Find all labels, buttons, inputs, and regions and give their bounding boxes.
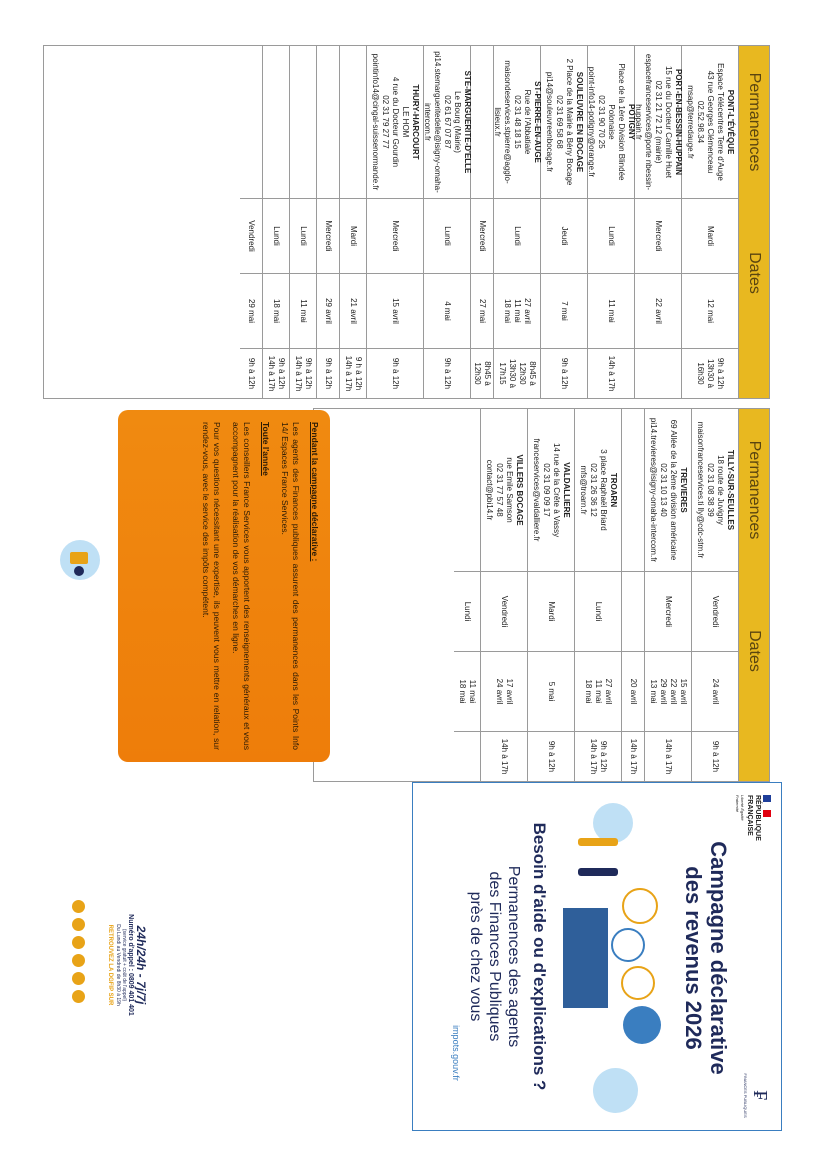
date-cell: 11 mai <box>588 273 634 348</box>
euro-bubble-icon <box>611 928 645 962</box>
location-detail: 3 place Raphaël Briard <box>599 449 608 531</box>
location-cell <box>424 46 470 198</box>
hours-cell <box>454 731 480 781</box>
location-name: SOULEUVRE EN BOCAGE <box>575 71 584 173</box>
hours-label: 24h/24h - 7j/7j <box>134 925 148 1005</box>
header-dates: Dates <box>746 630 763 672</box>
location-detail: pi14.stemargueritedelle@isigny-omaha-intercom.fr <box>423 51 442 193</box>
hours-cell: 14h à 17h <box>622 731 644 781</box>
hours-cell: 9h à 12h <box>317 348 339 398</box>
day-cell: Lundi <box>263 198 289 273</box>
location-detail: 2 Place de la Mairie à Bény Bocage <box>565 58 574 186</box>
linkedin-icon[interactable] <box>72 990 85 1003</box>
dailymotion-icon[interactable] <box>72 954 85 967</box>
date-cell: 5 mai <box>528 651 574 731</box>
dgfip-label: FINANCES PUBLIQUES <box>743 1073 748 1118</box>
date-cell: 29 mai <box>240 273 262 348</box>
location-detail: pi14.trevieres@isigny-omaha-intercom.fr <box>649 417 658 563</box>
cover-content <box>413 783 781 1130</box>
location-cell <box>471 46 493 198</box>
table-row <box>367 46 424 398</box>
dgfip-logo <box>743 1068 771 1123</box>
social-label: RETROUVEZ LA DGFIP SUR <box>107 924 113 1006</box>
hours-cell: 9h à 12h 13h30 à 16h30 <box>682 348 738 398</box>
location-detail: Place de la 1ère Division Blindée Polonaise <box>607 63 626 181</box>
location-name: POTIGNY <box>627 103 636 140</box>
location-name: THURY-HARCOURT <box>411 84 420 160</box>
location-detail: 02 31 48 18 15 <box>513 95 522 149</box>
flag-icon <box>763 795 771 817</box>
header-dates: Dates <box>746 252 763 294</box>
hours-cell: 9h à 12h 14h à 17h <box>263 348 289 398</box>
day-cell: Lundi <box>575 571 621 651</box>
tagline-line-1: Permanences des agents <box>505 865 522 1048</box>
location-cell <box>481 409 527 571</box>
hours-cell: 9h à 12h <box>424 348 470 398</box>
date-cell: 15 avril 22 avril 29 avril 13 mai <box>645 651 691 731</box>
location-cell <box>454 409 480 571</box>
location-detail: 15 rue du Docteur Camille Huet <box>664 65 673 179</box>
date-cell: 12 mai <box>682 273 738 348</box>
location-detail: 02.52.98.34 <box>696 100 705 144</box>
date-cell: 15 avril <box>367 273 423 348</box>
location-name: TROARN <box>609 472 618 508</box>
table-row <box>635 46 682 398</box>
location-name: TILLY-SUR-SEULLES <box>726 449 735 531</box>
day-cell: Mercredi <box>645 571 691 651</box>
location-detail: 02 31 69 58 68 <box>555 95 564 149</box>
location-detail: 02 31 10 13 40 <box>659 463 668 517</box>
cover-footer <box>451 983 461 1123</box>
location-detail: 02 31 90 70 25 <box>597 95 606 149</box>
location-detail: franceservices@valdalliere.fr <box>532 438 541 542</box>
location-cell <box>635 46 681 198</box>
day-cell <box>622 571 644 651</box>
table-row <box>340 46 367 398</box>
location-detail: contact@pbi14.fr <box>485 459 494 521</box>
info-box <box>118 410 330 762</box>
day-cell: Mardi <box>682 198 738 273</box>
date-cell: 18 mai <box>263 273 289 348</box>
day-cell: Mardi <box>528 571 574 651</box>
location-name: VILLERS BOCAGE <box>515 454 524 526</box>
date-cell: 27 mai <box>471 273 493 348</box>
schedule-table-1 <box>43 45 770 399</box>
hours-cell: 14h à 17h <box>588 348 634 398</box>
location-name: STE-MARGUERITE-D'ELLE <box>463 70 472 174</box>
info-heading-campaign: Pendant la campagne déclarative : <box>310 422 320 562</box>
date-cell: 7 mai <box>541 273 587 348</box>
hours-cell: 9h à 12h <box>528 731 574 781</box>
hours-cell: 9 h à 12h 14h à 17h <box>340 348 366 398</box>
family-bubble-icon <box>623 1006 661 1044</box>
location-detail: Le Bourg (Mairie) <box>453 91 462 153</box>
location-detail: 18 route de Juvigny <box>716 455 725 525</box>
dgfip-monogram-icon: ₣ <box>749 1090 771 1101</box>
table-header <box>739 46 769 398</box>
person-icon <box>74 566 84 576</box>
schedule-table-2 <box>313 408 770 782</box>
info-text-campaign: Les agents des Finances publiques assurent des permanences dans les Points Info 14/ Espaces France Services. <box>280 422 301 750</box>
day-cell: Mercredi <box>317 198 339 273</box>
location-cell <box>622 409 644 571</box>
header-hours <box>739 348 769 398</box>
location-cell <box>575 409 621 571</box>
day-cell: Jeudi <box>541 198 587 273</box>
tagline-line-2: des Finances Publiques <box>486 871 503 1042</box>
social-icons <box>72 900 86 1010</box>
person-figure <box>578 868 618 876</box>
day-cell: Vendredi <box>692 571 738 651</box>
cover-panel <box>412 782 782 1131</box>
cover-title: Campagne déclarative des revenus 2026 <box>681 841 731 1075</box>
hours-cell: 8h45 à 12h30 13h30 à 17h15 <box>494 348 540 398</box>
date-cell: 24 avril <box>692 651 738 731</box>
header-permanences: Permanences <box>746 72 763 172</box>
location-detail: rue Emile Samson <box>505 457 514 523</box>
date-cell: 11 mai 18 mai <box>454 651 480 731</box>
table-row <box>645 409 692 781</box>
table-row <box>263 46 290 398</box>
location-cell <box>692 409 738 571</box>
date-cell: 17 avril 24 avril <box>481 651 527 731</box>
date-cell: 27 avril 11 mai 18 mai <box>575 651 621 731</box>
tagline-line-3: près de chez vous <box>467 891 484 1022</box>
screen-bubble-icon <box>622 888 658 924</box>
location-name: VALDALLIERE <box>562 462 571 518</box>
republique-label: RÉPUBLIQUE FRANÇAISE <box>746 795 761 841</box>
cover-tagline <box>466 783 523 1130</box>
hours-cell: 8h45 à 12h30 <box>471 348 493 398</box>
location-cell <box>682 46 738 198</box>
location-detail: 02 31 09 09 17 <box>542 463 551 517</box>
table-row <box>541 46 588 398</box>
impots-site-link[interactable]: impots.gouv.fr <box>451 1025 461 1081</box>
hours-cell: 14h à 17h <box>481 731 527 781</box>
location-detail: 02 31 79 27 77 <box>381 95 390 149</box>
hours-cell: 9h à 12h 14h à 17h <box>575 731 621 781</box>
date-cell: 4 mai <box>424 273 470 348</box>
location-cell <box>367 46 423 198</box>
location-detail: msap@terredauge.fr <box>686 85 695 159</box>
location-cell <box>528 409 574 571</box>
location-detail: 14 rue de la Crête à Vassy <box>552 442 561 538</box>
hours-cell: 9h à 12h <box>692 731 738 781</box>
table-row <box>317 46 340 398</box>
location-detail: espacefranceservices@porte nbessin-huppain.fr <box>634 53 653 191</box>
instagram-icon[interactable] <box>72 918 85 931</box>
info-text-expertise: Pour vos questions nécessitant une expertise, ils peuvent vous mettre en relation, sur rendez-vous, avec le service des impôts compétent. <box>201 422 222 750</box>
location-cell <box>317 46 339 198</box>
location-cell <box>494 46 540 198</box>
table-row <box>471 46 494 398</box>
youtube-icon[interactable] <box>72 936 85 949</box>
location-detail: pi14@souleuvreenbocage.fr <box>545 71 554 173</box>
day-cell: Mercredi <box>367 198 423 273</box>
location-cell <box>240 46 262 198</box>
location-detail: 02 31 26 36 12 <box>589 463 598 517</box>
day-cell: Mardi <box>340 198 366 273</box>
location-detail: point-info14-potigny@orange.fr <box>587 66 596 178</box>
location-detail: 02 61 67 07 87 <box>443 95 452 149</box>
location-cell <box>645 409 691 571</box>
location-name: PONT-L'ÉVÊQUE <box>726 89 735 155</box>
date-cell: 29 avril <box>317 273 339 348</box>
x-icon[interactable] <box>72 972 85 985</box>
location-cell <box>263 46 289 198</box>
location-detail: mfs@troarn.fr <box>579 465 588 515</box>
day-cell: Lundi <box>424 198 470 273</box>
phone-label: Numéro d'appel : 0809 401 401 <box>127 914 134 1016</box>
day-cell: Mercredi <box>471 198 493 273</box>
location-cell <box>541 46 587 198</box>
day-cell: Mercredi <box>635 198 681 273</box>
day-cell: Vendredi <box>240 198 262 273</box>
table-row <box>240 46 263 398</box>
hours-cell: 9h à 12h 14h à 17h <box>290 348 316 398</box>
date-cell: 21 avril <box>340 273 366 348</box>
header-hours <box>739 731 769 781</box>
day-cell: Lundi <box>494 198 540 273</box>
info-text-year: Les conseillers France Services vous apportent des renseignements généraux et vous accompagnent pour la réalisation de vos démarches en ligne. <box>231 422 252 750</box>
location-detail: maisonfranceservices.ti lly@cdc-stm.fr <box>696 421 705 559</box>
location-name: ST-PIERRE-EN-AUGE <box>533 81 542 163</box>
location-detail: 02 31 21 72 12 (mairie) <box>654 80 663 164</box>
document-bubble-icon <box>621 966 655 1000</box>
house-illustration <box>553 798 663 1118</box>
house-icon <box>563 908 608 1008</box>
location-cell <box>588 46 634 198</box>
day-cell: Lundi <box>290 198 316 273</box>
date-cell: 20 avril <box>622 651 644 731</box>
table-row <box>494 46 541 398</box>
table-row <box>424 46 471 398</box>
cover-contact <box>107 875 148 1055</box>
table-row <box>481 409 528 781</box>
phone-hours: Du Lundi au Vendredi de 8h30 à 19h <box>115 924 121 1006</box>
tree-icon <box>593 803 633 843</box>
hours-cell: 9h à 12h <box>541 348 587 398</box>
devise-label: Liberté Égalité Fraternité <box>735 795 745 821</box>
hours-cell: 9h à 12h <box>367 348 423 398</box>
location-cell <box>340 46 366 198</box>
table-row <box>290 46 317 398</box>
tree-icon <box>593 1068 638 1113</box>
phone-note: (service gratuit + coût de l'appel) <box>121 928 127 1002</box>
hours-cell: 14h à 17h <box>645 731 691 781</box>
date-cell: 27 avril 11 mai 18 mai <box>494 273 540 348</box>
table-row <box>454 409 481 781</box>
cover-subtitle: Besoin d'aide ou d'explications ? <box>530 822 549 1091</box>
location-detail: 02 31 08 38 39 <box>706 463 715 517</box>
date-cell: 11 mai <box>290 273 316 348</box>
location-detail: 43 rue Georges Clémenceau <box>706 70 715 174</box>
laptop-icon <box>70 552 88 564</box>
table-header <box>739 409 769 781</box>
location-detail: maisondeservices.stpierre@agglo-lisieux.fr <box>493 60 512 184</box>
date-cell: 22 avril <box>635 273 681 348</box>
marianne-logo <box>735 795 771 855</box>
location-name: TREVIERES <box>679 467 688 513</box>
location-detail: pointinfo14@cingal-suissenormande.fr <box>371 53 380 191</box>
advisor-illustration <box>60 540 100 580</box>
hours-cell: 9h à 12h <box>240 348 262 398</box>
day-cell: Lundi <box>588 198 634 273</box>
location-detail: Rue de l'Abbatiale <box>523 89 532 155</box>
table-row <box>622 409 645 781</box>
location-detail: Espace Télécentres Terre d'Auge <box>716 63 725 181</box>
table-row <box>575 409 622 781</box>
day-cell: Lundi <box>454 571 480 651</box>
location-detail: 4 rue du Docteur Gourdin <box>391 76 400 168</box>
table-row <box>588 46 635 398</box>
hours-cell <box>635 348 681 398</box>
location-detail: LE HOM <box>401 106 410 138</box>
location-detail: 69 Allée de la 2ème division américaine <box>669 419 678 561</box>
table-row <box>682 46 739 398</box>
table-row <box>692 409 739 781</box>
location-cell <box>290 46 316 198</box>
facebook-icon[interactable] <box>72 900 85 913</box>
table-row <box>528 409 575 781</box>
day-cell: Vendredi <box>481 571 527 651</box>
person-figure <box>578 838 618 846</box>
location-detail: 02 31 77 57 48 <box>495 463 504 517</box>
header-permanences: Permanences <box>746 440 763 540</box>
info-heading-year: Toute l'année <box>261 422 271 476</box>
location-name: PORT-EN-BESSIN-HUPPAIN <box>674 68 683 176</box>
